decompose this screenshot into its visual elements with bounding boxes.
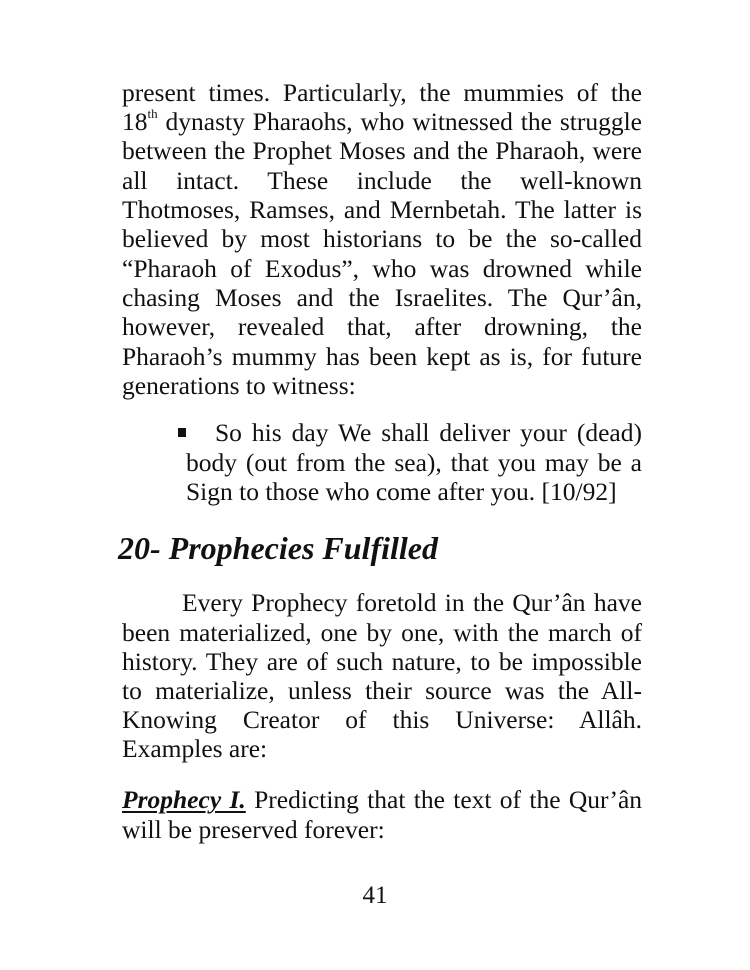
text-line: Examples are:	[122, 734, 268, 763]
bullet-square-icon	[178, 428, 186, 437]
text-line: will be preserved forever:	[122, 815, 385, 844]
text-line: history. They are of such nature, to be impossible	[122, 647, 642, 676]
text-line: to materialize, unless their source was the All-	[122, 676, 642, 705]
quote-line: So his day We shall deliver your (dead)	[215, 418, 642, 447]
prophecy-label: Prophecy I.	[122, 785, 246, 814]
text-line: Every Prophecy foretold in the Qur’ân have	[182, 588, 642, 617]
quote-line: Sign to those who come after you. [10/92]	[186, 477, 617, 506]
quote-line: body (out from the sea), that you may be a	[186, 448, 642, 477]
text-line: generations to witness:	[122, 371, 356, 400]
text-line: between the Prophet Moses and the Pharaoh, were	[122, 136, 642, 165]
text-line: 18th dynasty Pharaohs, who witnessed the struggle	[122, 106, 642, 136]
text-line: Prophecy I. Predicting that the text of the Qur’ân	[122, 785, 643, 814]
text-line: all intact. These include the well-known	[122, 166, 642, 195]
text-line: Knowing Creator of this Universe: Allâh.	[122, 705, 642, 734]
text-line: “Pharaoh of Exodus”, who was drowned while	[122, 254, 642, 283]
text-line: been materialized, one by one, with the march of	[122, 618, 642, 647]
ordinal: 18th	[122, 106, 158, 136]
page-number: 41	[362, 882, 388, 909]
text-line: chasing Moses and the Israelites. The Qur’ân,	[122, 283, 642, 312]
text-line: Thotmoses, Ramses, and Mernbetah. The latter is	[122, 195, 642, 224]
text-line: present times. Particularly, the mummies of the	[122, 78, 642, 107]
text-line: believed by most historians to be the so-called	[122, 224, 642, 253]
text-line: Pharaoh’s mummy has been kept as is, for future	[122, 342, 642, 371]
text-line: however, revealed that, after drowning, the	[122, 312, 642, 341]
section-heading: 20- Prophecies Fulfilled	[118, 530, 438, 566]
